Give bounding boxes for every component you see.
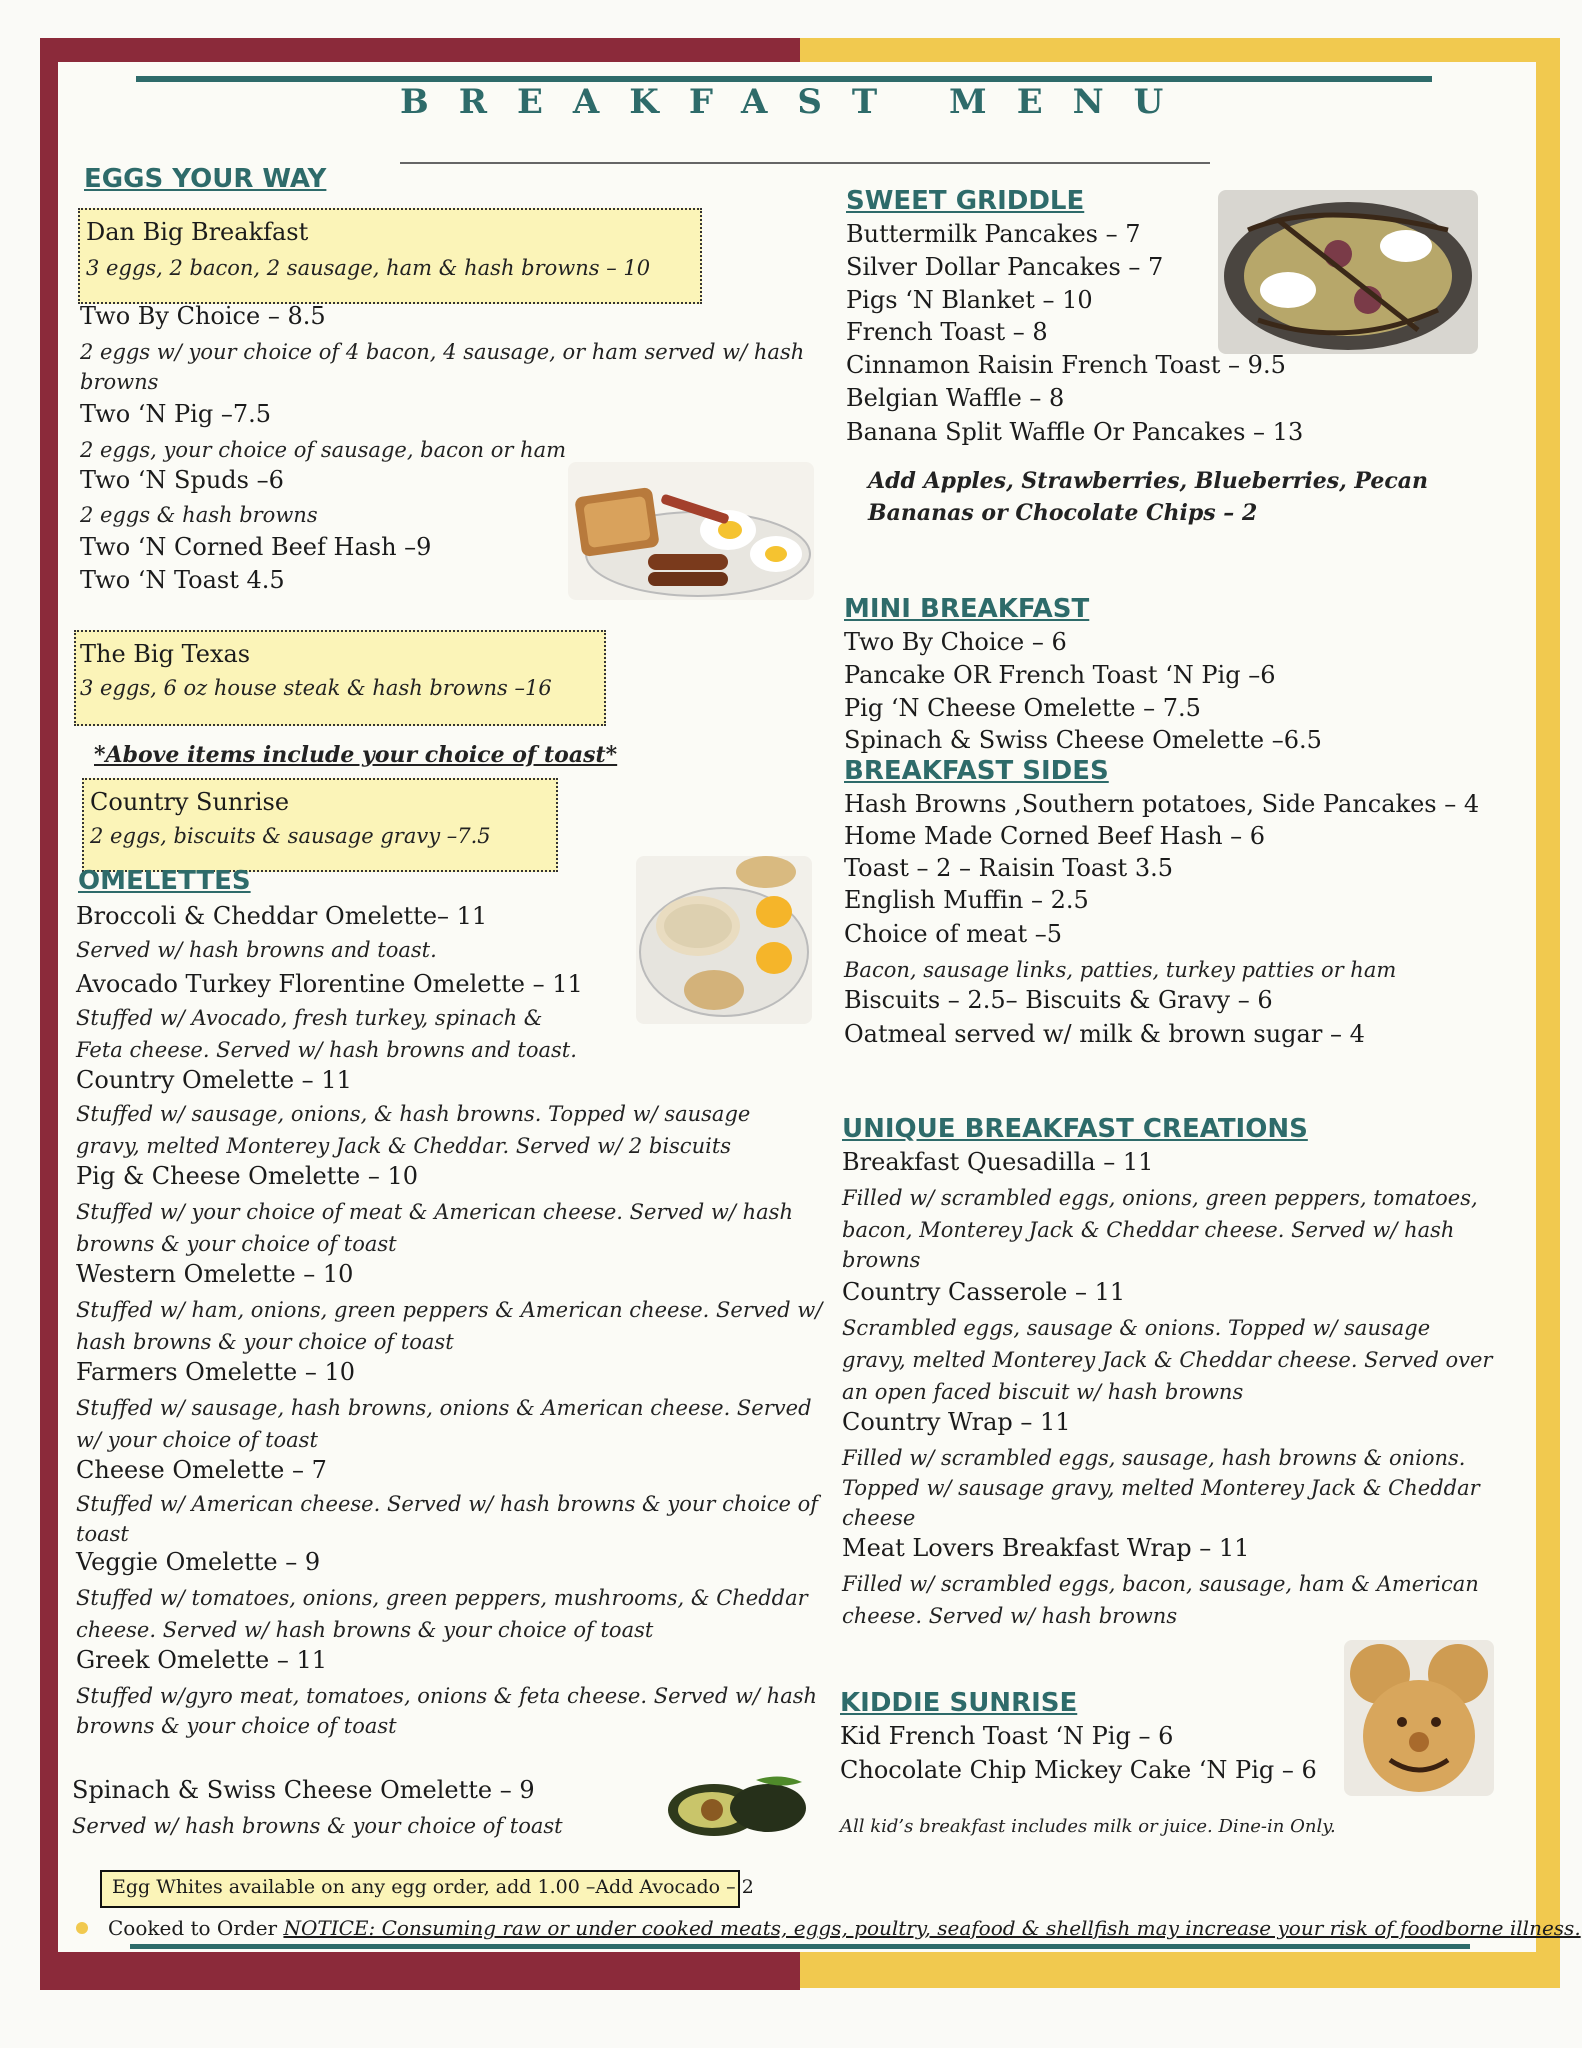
waffle-photo (1218, 190, 1478, 354)
menu-item-desc: bacon, Monterey Jack & Cheddar cheese. Served w/ hash (842, 1218, 1455, 1242)
menu-item-desc: Filled w/ scrambled eggs, onions, green peppers, tomatoes, (842, 1186, 1478, 1210)
eggs-heading: EGGS YOUR WAY (84, 164, 327, 194)
menu-item-desc: 2 eggs & hash browns (80, 503, 318, 527)
menu-item-desc: 2 eggs, your choice of sausage, bacon or ham (80, 438, 567, 462)
menu-item-desc: cheese. Served w/ hash browns & your choice of toast (76, 1618, 654, 1642)
cooked-to-order-label: Cooked to Order (108, 1916, 284, 1940)
menu-item-desc: Served w/ hash browns and toast. (76, 938, 437, 962)
menu-item-desc: Filled w/ scrambled eggs, sausage, hash browns & onions. (842, 1446, 1466, 1470)
menu-item-desc: 2 eggs w/ your choice of 4 bacon, 4 sausage, or ham served w/ hash (80, 340, 805, 364)
menu-item: Oatmeal served w/ milk & brown sugar – 4 (844, 1020, 1365, 1048)
menu-item: Cheese Omelette – 7 (76, 1456, 327, 1484)
menu-item: Banana Split Waffle Or Pancakes – 13 (846, 418, 1304, 446)
mini-breakfast-heading: MINI BREAKFAST (844, 594, 1090, 624)
menu-item-desc: Topped w/ sausage gravy, melted Monterey Jack & Cheddar (842, 1476, 1480, 1500)
menu-item: Spinach & Swiss Cheese Omelette – 9 (72, 1776, 535, 1804)
menu-item: Spinach & Swiss Cheese Omelette –6.5 (844, 726, 1322, 754)
menu-item: Two ‘N Toast 4.5 (80, 566, 285, 594)
menu-item-desc: Stuffed w/ Avocado, fresh turkey, spinach & (76, 1006, 543, 1030)
menu-item: Biscuits – 2.5– Biscuits & Gravy – 6 (844, 986, 1273, 1014)
menu-item-desc: cheese (842, 1506, 916, 1530)
menu-item-desc: browns & your choice of toast (76, 1232, 397, 1256)
menu-item: Choice of meat –5 (844, 920, 1062, 948)
menu-item: Two By Choice – 8.5 (80, 302, 326, 330)
omelettes-heading: OMELETTES (78, 866, 251, 896)
menu-item: Two By Choice – 6 (844, 628, 1067, 656)
dan-big-breakfast-desc: 3 eggs, 2 bacon, 2 sausage, ham & hash browns – 10 (86, 256, 651, 280)
menu-item-desc: browns (80, 370, 159, 394)
menu-item-desc: gravy, melted Monterey Jack & Cheddar. Served w/ 2 biscuits (76, 1134, 732, 1158)
frame-bottom-border (40, 1950, 800, 1990)
menu-item-desc: Served w/ hash browns & your choice of toast (72, 1814, 563, 1838)
menu-item: Country Wrap – 11 (842, 1408, 1071, 1436)
menu-item-desc: an open faced biscuit w/ hash browns (842, 1380, 1244, 1404)
menu-item-desc: Stuffed w/ tomatoes, onions, green peppers, mushrooms, & Cheddar (76, 1586, 808, 1610)
menu-item: English Muffin – 2.5 (844, 886, 1089, 914)
menu-item-desc: Stuffed w/ sausage, hash browns, onions & American cheese. Served (76, 1396, 812, 1420)
toast-note: *Above items include your choice of toast* (94, 742, 618, 768)
menu-item-desc: gravy, melted Monterey Jack & Cheddar cheese. Served over (842, 1348, 1493, 1372)
menu-item: Kid French Toast ‘N Pig – 6 (840, 1722, 1174, 1750)
menu-item-desc: Filled w/ scrambled eggs, bacon, sausage, ham & American (842, 1572, 1479, 1596)
menu-item: Pancake OR French Toast ‘N Pig –6 (844, 661, 1276, 689)
menu-item: Silver Dollar Pancakes – 7 (846, 253, 1164, 281)
menu-item-desc: Stuffed w/ American cheese. Served w/ hash browns & your choice of (76, 1492, 819, 1516)
country-sunrise-desc: 2 eggs, biscuits & sausage gravy –7.5 (90, 824, 491, 848)
breakfast-sides-heading: BREAKFAST SIDES (844, 756, 1109, 786)
eggs-toast-photo (568, 462, 814, 600)
dan-big-breakfast-name: Dan Big Breakfast (86, 218, 309, 246)
menu-item: Broccoli & Cheddar Omelette– 11 (76, 902, 488, 930)
menu-item: Pigs ‘N Blanket – 10 (846, 286, 1093, 314)
menu-item: Meat Lovers Breakfast Wrap – 11 (842, 1534, 1250, 1562)
menu-item: Two ‘N Spuds –6 (80, 466, 284, 494)
menu-item: Breakfast Quesadilla – 11 (842, 1148, 1154, 1176)
food-safety-notice (108, 1916, 1581, 1940)
mickey-pancake-photo (1344, 1640, 1494, 1796)
menu-item-desc: Stuffed w/gyro meat, tomatoes, onions & feta cheese. Served w/ hash (76, 1684, 818, 1708)
menu-item-desc: toast (76, 1522, 129, 1546)
menu-item-desc: Stuffed w/ sausage, onions, & hash browns. Topped w/ sausage (76, 1102, 751, 1126)
menu-item: Pig & Cheese Omelette – 10 (76, 1162, 418, 1190)
menu-item: Belgian Waffle – 8 (846, 384, 1065, 412)
bottom-rule (130, 1944, 1470, 1949)
sweet-griddle-heading: SWEET GRIDDLE (846, 186, 1085, 216)
bullet-icon (76, 1922, 88, 1934)
menu-item-desc: cheese. Served w/ hash browns (842, 1604, 1178, 1628)
title-underline (400, 162, 1210, 164)
griddle-addon: Bananas or Chocolate Chips – 2 (868, 500, 1258, 526)
menu-item: Two ‘N Corned Beef Hash –9 (80, 533, 432, 561)
menu-item-desc: Feta cheese. Served w/ hash browns and toast. (76, 1038, 577, 1062)
griddle-addon: Add Apples, Strawberries, Blueberries, Pecan (868, 468, 1429, 494)
menu-item-desc: Stuffed w/ ham, onions, green peppers & American cheese. Served w/ (76, 1298, 823, 1322)
page-title: BREAKFAST MENU (400, 82, 1194, 122)
menu-item: Buttermilk Pancakes – 7 (846, 220, 1141, 248)
menu-item-desc: browns & your choice of toast (76, 1714, 397, 1738)
menu-item: Pig ‘N Cheese Omelette – 7.5 (844, 694, 1201, 722)
menu-item: Home Made Corned Beef Hash – 6 (844, 822, 1266, 850)
menu-item-desc: hash browns & your choice of toast (76, 1330, 454, 1354)
menu-item: Cinnamon Raisin French Toast – 9.5 (846, 351, 1286, 379)
menu-item: Veggie Omelette – 9 (76, 1548, 321, 1576)
big-texas-desc: 3 eggs, 6 oz house steak & hash browns –16 (80, 676, 552, 700)
menu-item: Country Casserole – 11 (842, 1278, 1126, 1306)
egg-whites-note: Egg Whites available on any egg order, add 1.00 –Add Avocado – 2 (100, 1870, 740, 1908)
kiddie-sunrise-heading: KIDDIE SUNRISE (840, 1688, 1078, 1718)
kiddie-note: All kid’s breakfast includes milk or juice. Dine-in Only. (840, 1816, 1336, 1837)
menu-item-desc: browns (842, 1248, 921, 1272)
menu-item: Hash Browns ,Southern potatoes, Side Pancakes – 4 (844, 790, 1480, 818)
menu-item: Avocado Turkey Florentine Omelette – 11 (76, 970, 583, 998)
menu-item: French Toast – 8 (846, 318, 1048, 346)
menu-item: Farmers Omelette – 10 (76, 1358, 355, 1386)
menu-item: Toast – 2 – Raisin Toast 3.5 (844, 854, 1173, 882)
menu-item: Chocolate Chip Mickey Cake ‘N Pig – 6 (840, 1756, 1317, 1784)
avocado-photo (660, 1770, 810, 1842)
notice-text: NOTICE: Consuming raw or under cooked meats, eggs, poultry, seafood & shellfish may increase your risk of foodborne illness. (283, 1916, 1581, 1940)
menu-item-desc: Scrambled eggs, sausage & onions. Topped w/ sausage (842, 1316, 1431, 1340)
menu-item: Western Omelette – 10 (76, 1260, 354, 1288)
biscuits-gravy-photo (636, 856, 812, 1024)
menu-item-desc: w/ your choice of toast (76, 1428, 318, 1452)
unique-creations-heading: UNIQUE BREAKFAST CREATIONS (842, 1114, 1308, 1144)
big-texas-name: The Big Texas (80, 640, 251, 668)
country-sunrise-name: Country Sunrise (90, 788, 290, 816)
menu-item: Greek Omelette – 11 (76, 1646, 328, 1674)
menu-item: Two ‘N Pig –7.5 (80, 400, 272, 428)
menu-item: Country Omelette – 11 (76, 1066, 352, 1094)
menu-item-desc: Bacon, sausage links, patties, turkey patties or ham (844, 958, 1397, 982)
menu-item-desc: Stuffed w/ your choice of meat & American cheese. Served w/ hash (76, 1200, 793, 1224)
